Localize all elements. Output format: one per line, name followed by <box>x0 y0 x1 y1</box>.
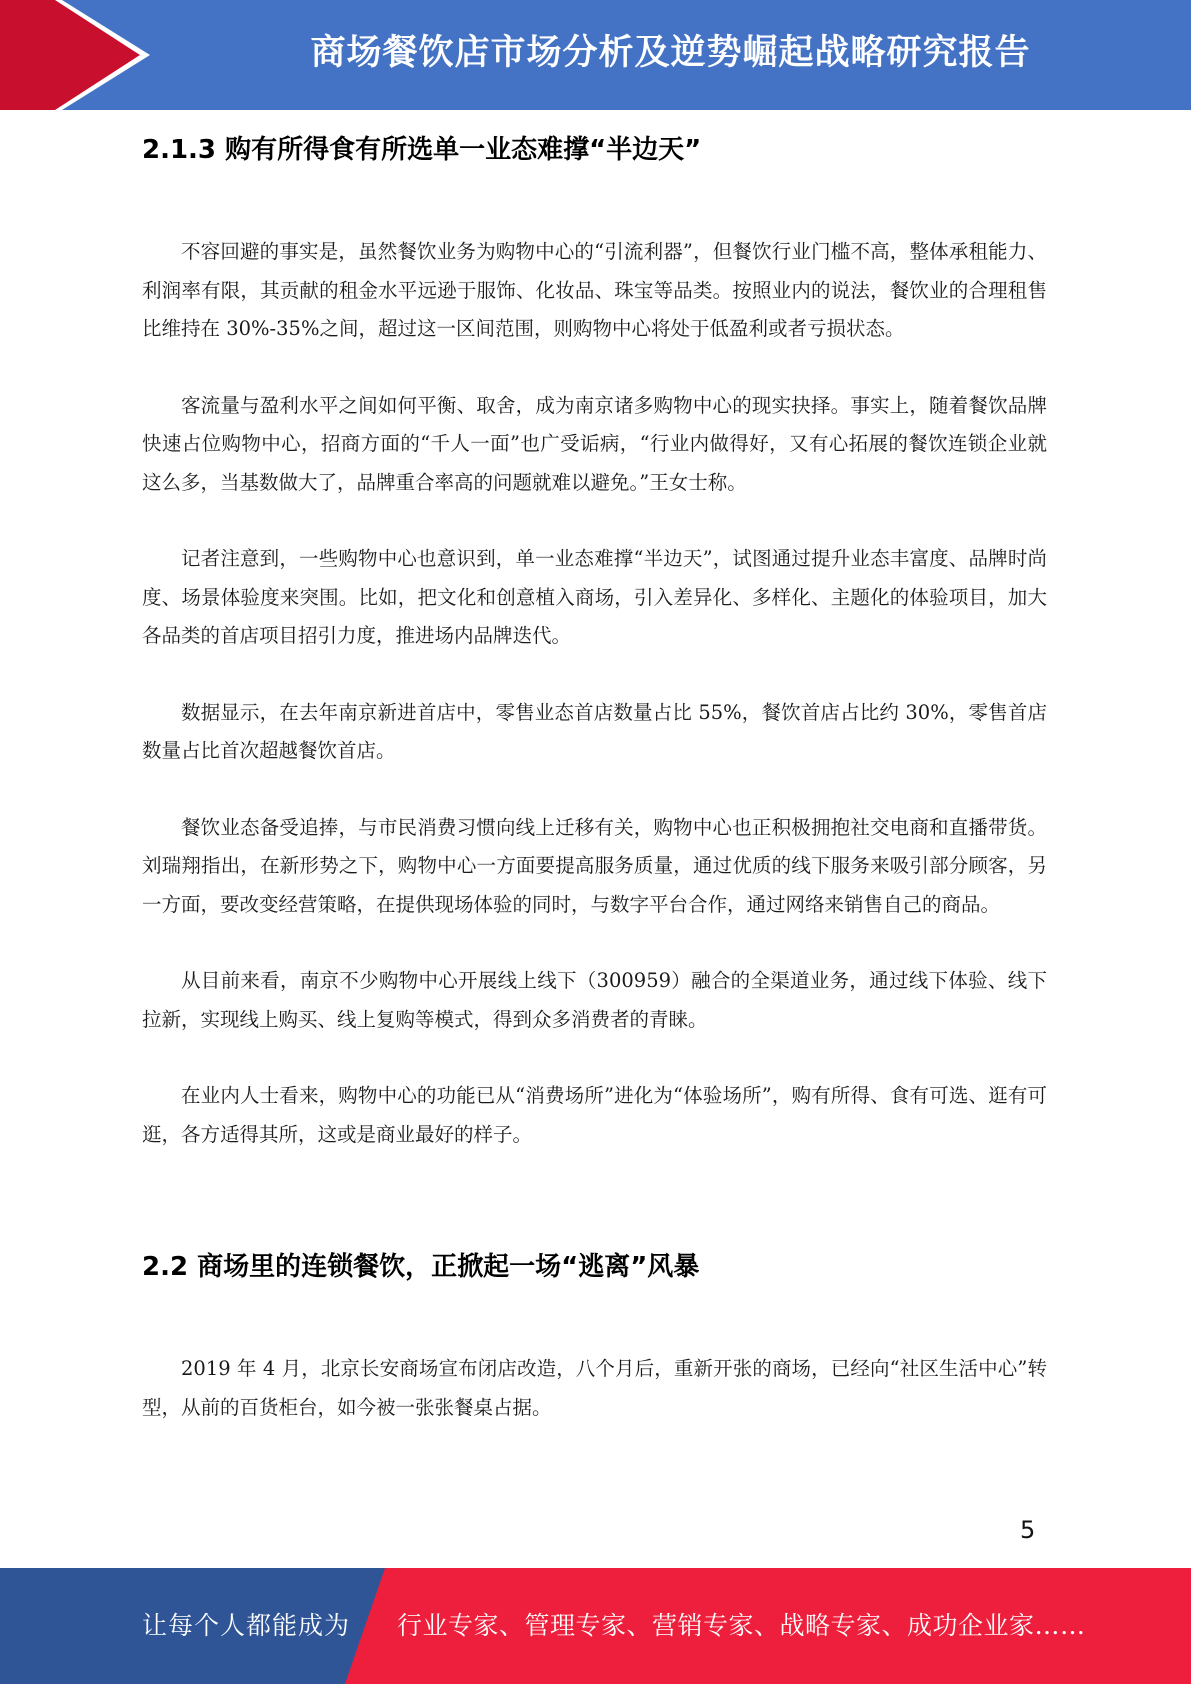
report-header <box>0 0 1191 110</box>
paragraph: 2019 年 4 月，北京长安商场宣布闭店改造，八个月后，重新开张的商场，已经向“社区生活中心”转型，从前的百货柜台，如今被一张张餐桌占据。 <box>142 1357 1047 1419</box>
footer-slogan-right: 行业专家、管理专家、营销专家、战略专家、成功企业家…… <box>397 1611 1086 1640</box>
section-heading-2-2: 2.2 商场里的连锁餐饮，正掀起一场“逃离”风暴 <box>142 1252 700 1282</box>
paragraph: 记者注意到，一些购物中心也意识到，单一业态难撑“半边天”，试图通过提升业态丰富度、品牌时尚度、场景体验度来突围。比如，把文化和创意植入商场，引入差异化、多样化、主题化的体验项目，加大各品类的首店项目招引力度，推进场内品牌迭代。 <box>142 547 1047 647</box>
paragraph: 数据显示，在去年南京新进首店中，零售业态首店数量占比 55%，餐饮首店占比约 30%，零售首店数量占比首次超越餐饮首店。 <box>142 700 1047 762</box>
page-content <box>142 122 1047 1427</box>
header-chevron-decoration <box>0 0 160 110</box>
paragraph: 在业内人士看来，购物中心的功能已从“消费场所”进化为“体验场所”，购有所得、食有可选、逛有可逛，各方适得其所，这或是商业最好的样子。 <box>142 1084 1047 1146</box>
report-title: 商场餐饮店市场分析及逆势崛起战略研究报告 <box>310 33 1031 73</box>
paragraph: 餐饮业态备受追捧，与市民消费习惯向线上迁移有关，购物中心也正积极拥抱社交电商和直播带货。刘瑞翔指出，在新形势之下，购物中心一方面要提高服务质量，通过优质的线下服务来吸引部分顾客，另一方面，要改变经营策略，在提供现场体验的同时，与数字平台合作，通过网络来销售自己的商品。 <box>142 815 1047 916</box>
report-footer <box>0 1568 1191 1684</box>
section-heading-2-1-3: 2.1.3 购有所得食有所选单一业态难撑“半边天” <box>142 135 702 165</box>
paragraph: 从目前来看，南京不少购物中心开展线上线下（300959）融合的全渠道业务，通过线下体验、线下拉新，实现线上购买、线上复购等模式，得到众多消费者的青睐。 <box>142 969 1047 1031</box>
paragraph: 客流量与盈利水平之间如何平衡、取舍，成为南京诸多购物中心的现实抉择。事实上，随着餐饮品牌快速占位购物中心，招商方面的“千人一面”也广受诟病，“行业内做得好，又有心拓展的餐饮连锁企业就这么多，当基数做大了，品牌重合率高的问题就难以避免。”王女士称。 <box>142 393 1047 494</box>
page-number: 5 <box>1020 1516 1036 1544</box>
footer-slogan-left: 让每个人都能成为 <box>142 1611 351 1640</box>
paragraph: 不容回避的事实是，虽然餐饮业务为购物中心的“引流利器”，但餐饮行业门槛不高，整体承租能力、利润率有限，其贡献的租金水平远逊于服饰、化妆品、珠宝等品类。按照业内的说法，餐饮业的合理租售比维持在 30%-35%之间，超过这一区间范围，则购物中心将处于低盈利或者亏损状态。 <box>142 240 1047 340</box>
